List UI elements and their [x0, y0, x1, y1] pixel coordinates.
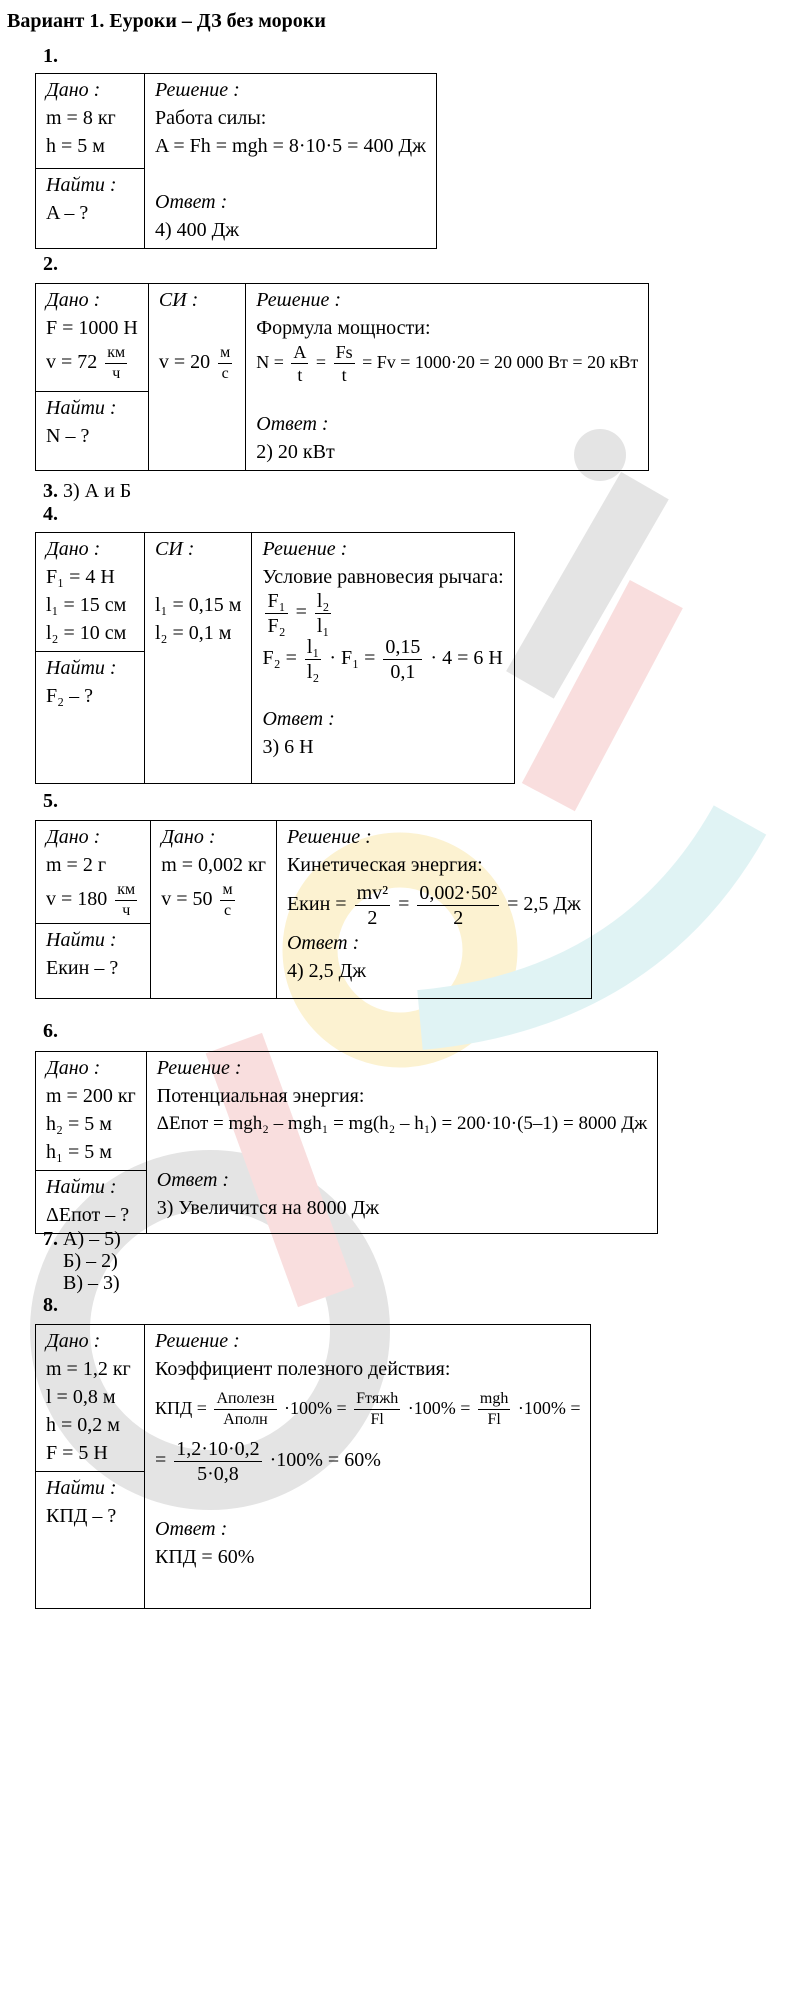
find-label: Найти : [46, 929, 117, 951]
task-4-number: 4. [43, 503, 58, 525]
solution-label: Решение : [156, 1057, 242, 1079]
task-8-table [35, 1324, 591, 1609]
find-item: Eкин – ? [46, 957, 119, 979]
solution-title: Кинетическая энергия: [286, 854, 483, 876]
task-3-answer: 3) А и Б [63, 480, 132, 502]
answer-label: Ответ : [262, 708, 335, 730]
find-label: Найти : [46, 657, 117, 679]
answer-value: 3) 6 Н [262, 736, 314, 758]
si-label: СИ : [155, 538, 195, 560]
equation-2: = $\frac{1,2\cdot 10\cdot 0,2}{5\cdot 0,8}$ ·100% = 60% [155, 1437, 381, 1485]
answer-value: КПД = 60% [155, 1546, 255, 1568]
find-label: Найти : [46, 173, 117, 196]
equation-1: КПД = $\frac{\text{Aполезн}}{\text{Aполн}}$ ·100% = $\frac{\text{Fтяжh}}{Fl}$ ·100% = $\frac{\text{mgh}}{Fl}$ ·100% = [155, 1390, 581, 1429]
given-label: Дано : [46, 538, 101, 560]
equation-1: $\frac{\text{F₁}}{\text{F₂}}$ = $\frac{\text{l₂}}{\text{l₁}}$ [267, 590, 330, 637]
given-item: h₁ = 5 м [46, 1141, 112, 1163]
solution-label: Решение : [262, 538, 348, 560]
equation-2: F₂ = $\frac{\text{l₁}}{\text{l₂}}$ · F₁ = $\frac{0,15}{0,1}$ · 4 = 6 Н [262, 636, 503, 683]
si-item: l₂ = 0,1 м [155, 622, 232, 644]
task-1-number: 1. [43, 45, 58, 67]
find-item: A – ? [46, 201, 89, 224]
solution-formula: ΔEпот = mgh₂ – mgh₁ = mg(h₂ – h₁) = 200·10·(5–1) = 8000 Дж [156, 1113, 648, 1134]
task-8-number: 8. [43, 1294, 58, 1316]
solution-label: Решение : [286, 826, 372, 848]
find-label: Найти : [46, 397, 117, 420]
answer-label: Ответ : [256, 413, 329, 435]
given-item: l₁ = 15 см [46, 594, 127, 616]
given-item: m = 1,2 кг [46, 1358, 131, 1380]
task-5-number: 5. [43, 790, 58, 812]
solution-title: Коэффициент полезного действия: [155, 1358, 451, 1380]
task-4-table [35, 532, 515, 784]
si-item: v = 20 $\frac{м}{с}$ [158, 343, 231, 382]
solution-formula: N = $\frac{A}{t}$ = $\frac{Fs}{t}$ = Fv = 1000·20 = 20 000 Вт = 20 кВт [256, 342, 639, 386]
task-2-table [35, 283, 649, 471]
find-item: КПД – ? [46, 1505, 117, 1527]
task-7-line: Б) – 2) [63, 1250, 118, 1272]
answer-value: 4) 400 Дж [155, 219, 240, 241]
find-item: ΔEпот – ? [46, 1204, 130, 1226]
solution-label: Решение : [155, 79, 240, 101]
given-item: F = 1000 Н [46, 317, 138, 339]
solution-title: Потенциальная энергия: [156, 1085, 365, 1107]
given-item: m = 200 кг [46, 1085, 136, 1107]
given-item: F₁ = 4 Н [46, 566, 115, 588]
solution-formula: Eкин = $\frac{\text{mv²}}{2}$ = $\frac{\text{0,002·50²}}{2}$ = 2,5 Дж [286, 881, 581, 929]
page-title: Вариант 1. Еуроки – ДЗ без мороки [7, 10, 326, 32]
find-item: N – ? [46, 425, 90, 448]
answer-value: 4) 2,5 Дж [286, 960, 367, 982]
answer-value: 3) Увеличится на 8000 Дж [156, 1197, 380, 1219]
solution-title: Условие равновесия рычага: [262, 566, 504, 588]
given-item: v = 72 $\frac{км}{ч}$ [46, 343, 126, 382]
task-7-number: 7. [43, 1228, 58, 1250]
si-item: l₁ = 0,15 м [155, 594, 242, 616]
si-label: Дано : [161, 826, 216, 848]
given-label: Дано : [46, 1057, 101, 1079]
task-7-line: В) – 3) [63, 1272, 120, 1294]
solution-label: Решение : [256, 289, 342, 311]
find-label: Найти : [46, 1176, 117, 1198]
answer-label: Ответ : [286, 932, 360, 954]
given-item: h = 5 м [46, 135, 105, 157]
given-item: m = 2 г [46, 854, 107, 876]
unit-fraction: $\frac{м}{с}$ [220, 343, 231, 382]
unit-fraction: $\frac{м}{с}$ [222, 880, 233, 919]
find-label: Найти : [46, 1477, 117, 1499]
given-item: v = 180 $\frac{км}{ч}$ [46, 880, 136, 919]
find-item: F₂ – ? [46, 685, 93, 707]
task-3-number: 3. [43, 480, 58, 502]
given-label: Дано : [46, 289, 101, 311]
solution-label: Решение : [155, 1330, 240, 1352]
task-7-line: А) – 5) [63, 1228, 121, 1250]
solution-title: Работа силы: [155, 107, 267, 129]
task-6-table [35, 1051, 658, 1234]
task-5-table [35, 820, 592, 999]
answer-value: 2) 20 кВт [256, 441, 335, 463]
answer-label: Ответ : [155, 191, 228, 213]
solution-title: Формула мощности: [256, 317, 431, 339]
given-item: F = 5 Н [46, 1442, 108, 1464]
given-item: m = 8 кг [46, 107, 116, 129]
given-label: Дано : [46, 79, 101, 101]
task-6-number: 6. [43, 1020, 58, 1042]
unit-fraction: $\frac{км}{ч}$ [117, 880, 136, 919]
si-item: m = 0,002 кг [161, 854, 266, 876]
task-1-table [35, 73, 437, 249]
given-label: Дано : [46, 826, 101, 848]
given-item: h = 0,2 м [46, 1414, 120, 1436]
si-item: v = 50 $\frac{м}{с}$ [161, 880, 233, 919]
answer-label: Ответ : [156, 1169, 230, 1191]
si-label: СИ : [158, 289, 199, 311]
unit-fraction: $\frac{км}{ч}$ [107, 343, 126, 382]
answer-label: Ответ : [155, 1518, 228, 1540]
given-item: l = 0,8 м [46, 1386, 116, 1408]
solution-formula: A = Fh = mgh = 8·10·5 = 400 Дж [155, 135, 426, 157]
task-2-number: 2. [43, 253, 58, 275]
given-label: Дано : [46, 1330, 101, 1352]
given-item: l₂ = 10 см [46, 622, 127, 644]
given-item: h₂ = 5 м [46, 1113, 112, 1135]
